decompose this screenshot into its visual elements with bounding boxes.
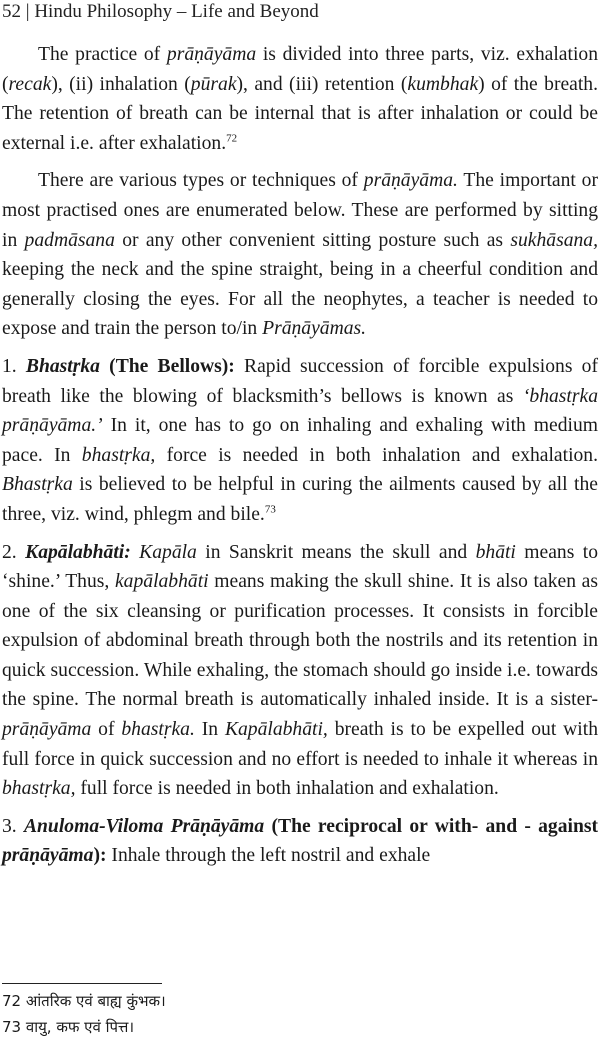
running-header (2, 0, 319, 24)
text-run: means to ‘shine.’ Thus, (2, 541, 598, 593)
italic-term: prāṇāyāma (2, 719, 92, 741)
footnote-ref-72: 72 (226, 132, 238, 145)
book-title: Hindu Philosophy – Life and Beyond (34, 1, 319, 22)
italic-term: bhāti (475, 541, 516, 563)
text-run: in Sanskrit means the skull and (196, 541, 476, 563)
italic-term: bhastṛka. (121, 719, 195, 741)
italic-term: prāṇāyāma. (363, 170, 458, 192)
bold-italic-term: Anuloma-Viloma Prāṇāyāma (23, 815, 265, 837)
italic-term: prāṇāyāma (166, 44, 257, 65)
bold-italic-term: Bhastṛka (25, 355, 100, 377)
text-run: or any other convenient sitting posture such as (114, 229, 511, 251)
italic-term: pūrak (190, 73, 237, 95)
footnotes (2, 988, 166, 1040)
italic-term: sukhāsana, (510, 229, 598, 251)
text-run: The important or most practised ones are enumerated below. These are performed by sitting in (2, 170, 598, 251)
text-run: is divided into three parts, viz. exhalation ( (2, 44, 598, 95)
text-run: of (91, 719, 122, 741)
bold-term: (The Bellows): (109, 355, 235, 377)
italic-term: Kapāla (139, 541, 197, 563)
italic-term: recak (8, 73, 52, 95)
list-number: 3. (2, 815, 17, 837)
list-number: 2. (2, 541, 17, 563)
text-run: In it, one has to go on inhaling and exhaling with medium pace. In (2, 415, 598, 466)
list-item-bhastrka (2, 352, 598, 530)
bold-term: ): (93, 845, 107, 867)
text-run: ) of the breath. The retention of breath can be internal that is after inhalation or could be external i.e. after exhalation. (2, 73, 598, 154)
bold-italic-term: prāṇāyāma (2, 845, 94, 867)
italic-term: kumbhak (407, 73, 479, 95)
italic-term: Prāṇāyāmas. (262, 318, 367, 340)
text-run: Inhale through the left nostril and exhale (106, 845, 431, 867)
bold-italic-term: Kapālabhāti: (25, 541, 131, 563)
header-separator: | (25, 1, 30, 22)
text-run: In (194, 719, 225, 741)
text-run: keeping the neck and the spine straight, being in a cheerful condition and generally closing the eyes. For all the neophytes, a teacher is needed to expose and train the person to/in (2, 259, 598, 340)
list-item-kapalabhati (2, 538, 598, 804)
text-run: There are various types or techniques of (38, 170, 364, 192)
text-run: breath is to be expelled out with full force in quick succession and no effort is needed to inhale it whereas in (2, 719, 598, 770)
text-run: The practice of (38, 44, 167, 65)
paragraph-pranayama-types (2, 166, 598, 344)
text-run: ), (ii) inhalation ( (51, 73, 191, 95)
italic-term: padmāsana (24, 229, 115, 251)
page-number: 52 (2, 1, 21, 22)
footnote-72: 72 आंतरिक एवं बाह्य कुंभक। (2, 992, 166, 1010)
text-run: means making the skull shine. It is also taken as one of the six cleansing or purification processes. It consists in forcible expulsion of abdominal breath through both the nostrils and its retention in quick succession. While exhaling, the stomach should go inside i.e. towards the spine. The normal breath is automatically inhaled inside. It is a sister- (2, 571, 599, 711)
footnote-ref-73: 73 (264, 503, 276, 516)
italic-term: bhastṛka, (2, 778, 76, 800)
text-run: ), and (iii) retention ( (236, 73, 408, 95)
list-item-anuloma-viloma (2, 812, 598, 871)
body-text (2, 40, 598, 879)
italic-term: Kapālabhāti, (224, 719, 328, 741)
paragraph-pranayama-parts (2, 40, 598, 158)
list-number: 1. (2, 355, 17, 377)
footnote-divider (2, 983, 162, 984)
text-run: force is needed in both inhalation and exhalation. (155, 444, 598, 466)
footnote-73: 73 वायु, कफ एवं पित्त। (2, 1018, 135, 1036)
italic-term: ‘bhastṛka prāṇāyāma.’ (2, 385, 598, 437)
text-run: full force is needed in both inhalation and exhalation. (75, 778, 499, 800)
text-run: Rapid succession of forcible expulsions of breath like the blowing of blacksmith’s bellows is known as (2, 355, 598, 407)
italic-term: Bhastṛka (2, 474, 73, 496)
italic-term: kapālabhāti (114, 571, 209, 593)
italic-term: bhastṛka, (81, 444, 156, 466)
text-run: is believed to be helpful in curing the ailments caused by all the three, viz. wind, phlegm and bile. (2, 474, 598, 525)
bold-term: (The reciprocal or with- and - against (264, 815, 599, 837)
